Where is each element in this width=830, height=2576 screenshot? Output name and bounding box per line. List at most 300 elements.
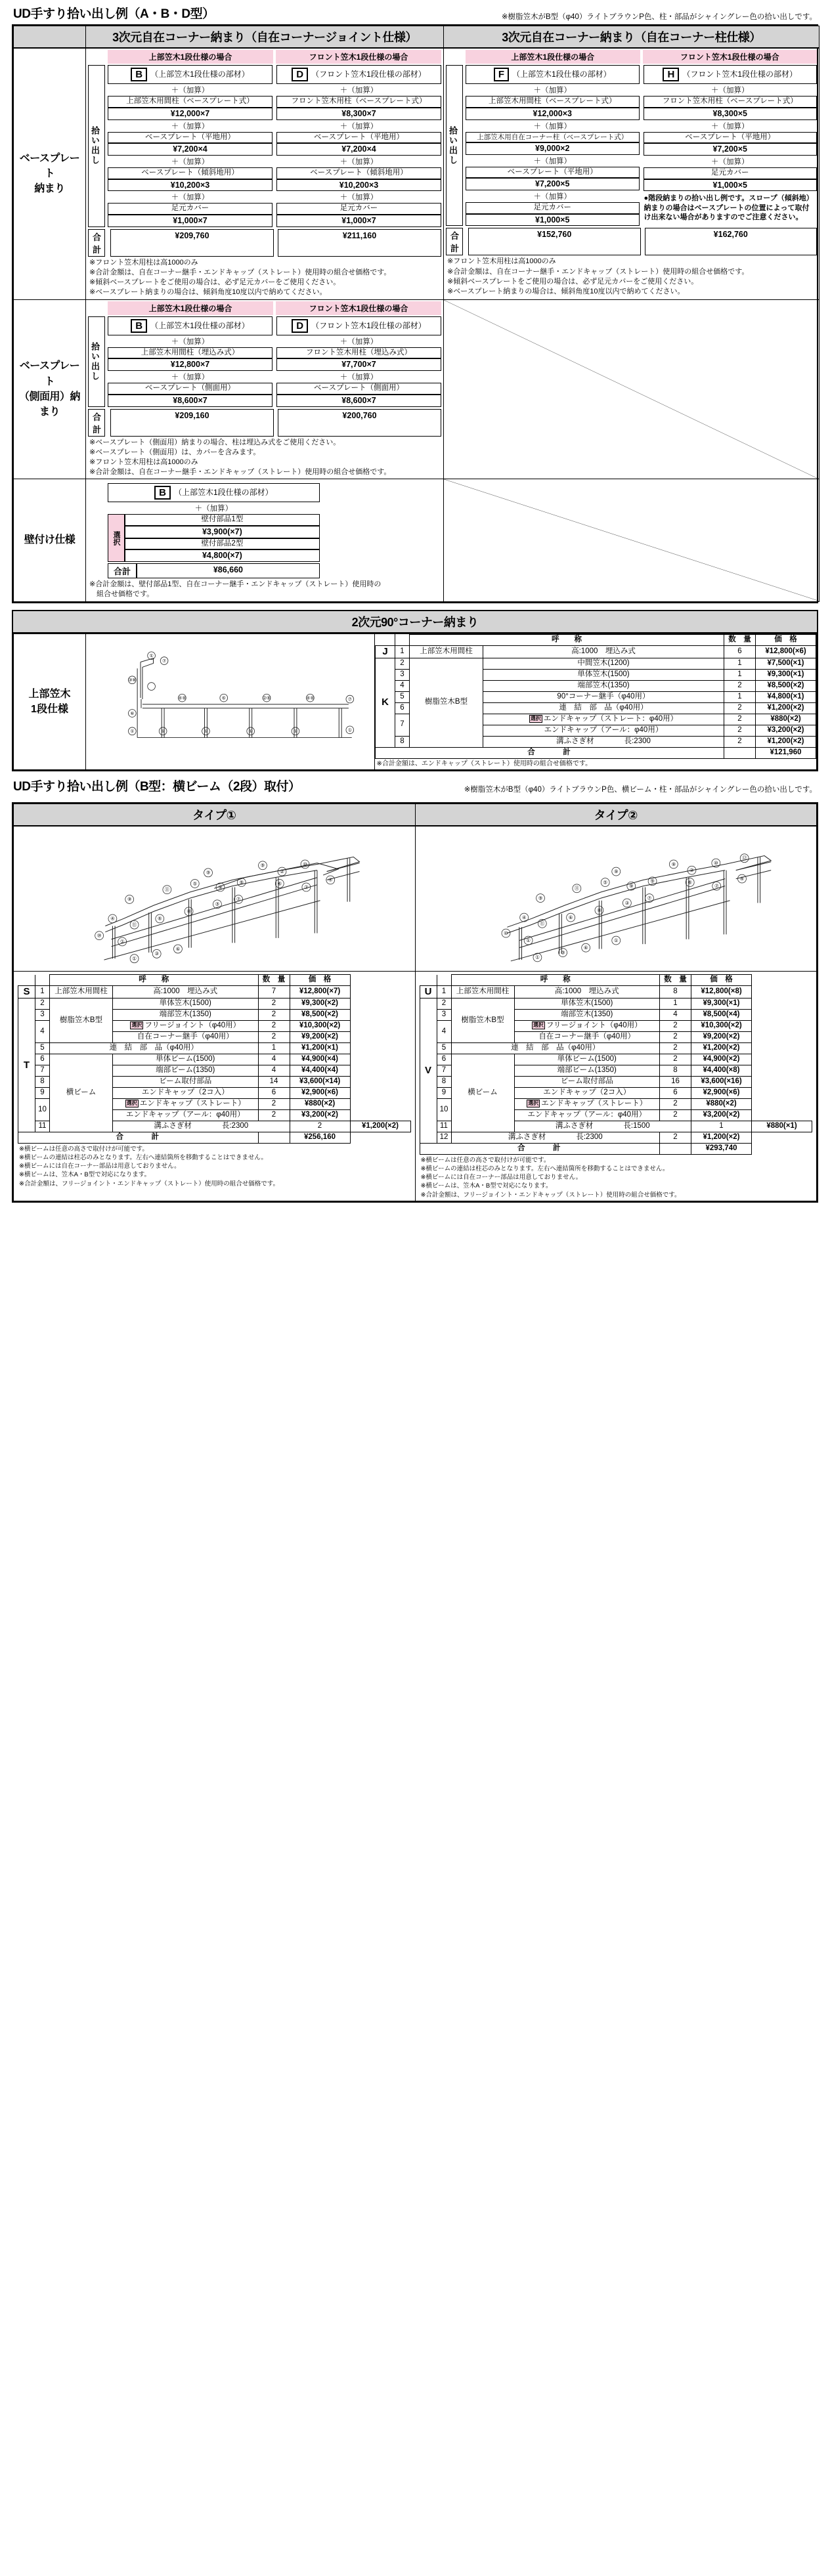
row-spec-K7-text: エンドキャップ（ストレート：φ40用） xyxy=(543,714,678,723)
block-D2 xyxy=(276,316,441,407)
block-B-code-row xyxy=(108,65,273,84)
row-qty-T2: 2 xyxy=(258,998,290,1010)
item-F-4-price: ¥1,000×5 xyxy=(466,214,640,226)
row-name-U1: 上部笠木用間柱 xyxy=(451,986,514,998)
row-qty-V11: 1 xyxy=(691,1121,752,1132)
item-D-3-name: ベースプレート（傾斜地用） xyxy=(276,167,441,179)
svg-text:①: ① xyxy=(120,938,125,945)
row-no-K2: 2 xyxy=(395,658,410,669)
row-qty-K7b: 2 xyxy=(724,725,756,736)
item-F-1-name: 上部笠木用間柱（ベースプレート式） xyxy=(466,96,640,108)
note-br-1: ※フロント笠木用柱は高1000のみ xyxy=(447,257,556,266)
svg-text:②: ② xyxy=(689,867,694,874)
note-wm-1: ※合計金額は、壁付部品1型、自在コーナー継手・エンドキャップ（ストレート）使用時の xyxy=(89,580,382,589)
row-no-T3: 3 xyxy=(35,1010,50,1021)
type2-header-qty: 数 量 xyxy=(660,975,691,986)
note-bl-1: ※フロント笠木用柱は高1000のみ xyxy=(89,258,198,267)
row-spec-V9: エンドキャップ（2コ入） xyxy=(514,1088,660,1099)
svg-text:③: ③ xyxy=(215,901,220,907)
row-spec-T10-text: エンドキャップ（ストレート） xyxy=(139,1100,246,1108)
svg-text:⑥: ⑥ xyxy=(583,945,588,951)
code-text-F: （上部笠木1段仕様の部材） xyxy=(512,69,611,79)
note-br-3: ※傾斜ベースプレートをご使用の場合は、必ず足元カバーをご使用ください。 xyxy=(447,277,699,286)
total-label-right: 合計 xyxy=(446,228,463,255)
corner-blank xyxy=(14,26,86,49)
row-price-V11: ¥880(×1) xyxy=(752,1121,812,1132)
total-B3: ¥86,660 xyxy=(137,563,320,578)
row-qty-V2: 1 xyxy=(660,998,691,1010)
row-qty-U1: 8 xyxy=(660,986,691,998)
total-D2: ¥200,760 xyxy=(278,409,441,437)
plus-B-4: ＋（加算） xyxy=(171,194,209,202)
row-price-K4: ¥8,500(×2) xyxy=(756,680,816,691)
code-text-B3: （上部笠木1段仕様の部材） xyxy=(173,488,273,498)
code-badge-D: D xyxy=(292,68,308,81)
row-spec-K7 xyxy=(483,714,724,725)
row-no-V5: 5 xyxy=(437,1043,451,1054)
total-label-left: 合計 xyxy=(88,229,105,257)
svg-text:⑦: ⑦ xyxy=(347,697,352,702)
plus-D-2: ＋（加算） xyxy=(339,122,378,131)
row-label-sidebaseplate xyxy=(14,299,86,479)
item-H-2-price: ¥7,200×5 xyxy=(644,143,818,156)
row-no-K5: 5 xyxy=(395,691,410,702)
svg-text:⑧: ⑧ xyxy=(596,907,601,913)
section2-left-label xyxy=(14,633,86,770)
row-spec-K8: 溝ふさぎ材 長:2300 xyxy=(483,736,724,747)
row-qty-K2: 1 xyxy=(724,658,756,669)
pickup-vlabel-right-text: 拾い出し xyxy=(448,125,458,165)
item-F-3-price: ¥7,200×5 xyxy=(466,178,640,190)
item-D2-2-name: ベースプレート（側面用） xyxy=(276,383,441,395)
type1-note-1: ※横ビームは任意の高さで取付けが可能です。 xyxy=(19,1146,148,1153)
plus-H-3: ＋（加算） xyxy=(711,158,749,167)
row-qty-J1: 6 xyxy=(724,645,756,658)
row-spec-T6: 単体ビーム(1500) xyxy=(113,1054,259,1065)
row-qty-T8: 14 xyxy=(258,1077,290,1088)
plus-D-3: ＋（加算） xyxy=(339,158,378,167)
item-B2-2-name: ベースプレート（側面用） xyxy=(108,383,273,395)
type1-header-name: 呼 称 xyxy=(50,975,259,986)
item-D2-1-name: フロント笠木用柱（埋込み式） xyxy=(276,347,441,359)
row-spec-V7: 端部ビーム(1350) xyxy=(514,1065,660,1077)
total-label-r3: 合計 xyxy=(108,563,137,578)
row-no-S1: 1 xyxy=(35,986,50,998)
row-no-V11: 11 xyxy=(437,1121,451,1132)
row-qty-K8: 2 xyxy=(724,736,756,747)
note-sb-4: ※合計金額は、自在コーナー継手・エンドキャップ（ストレート）使用時の組合せ価格です。 xyxy=(89,468,391,477)
row-price-T4: ¥10,300(×2) xyxy=(290,1021,350,1032)
svg-text:⑨: ⑨ xyxy=(538,895,542,901)
type1-notes xyxy=(18,1144,411,1188)
section2-header-name: 呼 称 xyxy=(410,634,724,645)
row-price-K3: ¥9,300(×1) xyxy=(756,669,816,680)
row-name-T-beam: 横ビーム xyxy=(50,1054,113,1132)
callout-slope: ●階段納まりの拾い出し例です。スロープ（傾斜地）納まりの場合はベースプレートの位置によって取付け出来ない場合がありますのでご注意ください。 xyxy=(644,194,814,222)
note-sb-3: ※フロント笠木用柱は高1000のみ xyxy=(89,458,198,466)
row-price-T6: ¥4,900(×4) xyxy=(290,1054,350,1065)
svg-text:⑨: ⑨ xyxy=(628,883,634,890)
note-bl-2: ※合計金額は、自在コーナー継手・エンドキャップ（ストレート）使用時の組合せ価格です。 xyxy=(89,268,391,276)
row-price-V12: ¥1,200(×2) xyxy=(691,1132,752,1144)
svg-text:⑦: ⑦ xyxy=(236,896,241,903)
section2-table xyxy=(12,610,818,772)
pickup-vlabel-left xyxy=(88,65,105,227)
row-spec-V4 xyxy=(514,1021,660,1032)
row-spec-J1: 高:1000 埋込み式 xyxy=(483,645,724,658)
code-text-D2: （フロント笠木1段仕様の部材） xyxy=(311,320,426,330)
plus-F-3: ＋（加算） xyxy=(533,157,571,165)
row-price-K7b: ¥3,200(×2) xyxy=(756,725,816,736)
svg-text:⑦: ⑦ xyxy=(714,883,719,890)
select-vertical-label: 選択 xyxy=(112,530,120,546)
note-br-2: ※合計金額は、自在コーナー継手・エンドキャップ（ストレート）使用時の組合せ価格です。 xyxy=(447,267,749,276)
plus-B2-1: ＋（加算） xyxy=(171,337,209,346)
row-spec-V4-text: フリージョイント（φ40用） xyxy=(546,1021,642,1030)
item-B3-1-price: ¥3,900(×7) xyxy=(125,526,320,538)
row-price-T7: ¥4,400(×4) xyxy=(290,1065,350,1077)
svg-text:③: ③ xyxy=(560,949,565,956)
row-no-T7: 7 xyxy=(35,1065,50,1077)
row-name-S1: 上部笠木用間柱 xyxy=(50,986,113,998)
svg-text:⑦: ⑦ xyxy=(162,659,167,664)
svg-text:⑫: ⑫ xyxy=(741,855,747,861)
row-spec-T4-text: フリージョイント（φ40用） xyxy=(144,1021,241,1030)
plus-D-4: ＋（加算） xyxy=(339,194,378,202)
code-text-H: （フロント笠木1段仕様の部材） xyxy=(682,69,798,79)
row-price-J1: ¥12,800(×6) xyxy=(756,645,816,658)
plus-H-2: ＋（加算） xyxy=(711,122,749,131)
svg-text:④: ④ xyxy=(521,914,526,920)
row-price-V6: ¥4,900(×2) xyxy=(691,1054,752,1065)
row-spec-T2: 単体笠木(1500) xyxy=(113,998,259,1010)
section1-colheader-1: 3次元自在コーナー納まり（自在コーナー柱仕様） xyxy=(444,26,819,49)
note-bl-4: ※ベースプレート納まりの場合は、傾斜角度10度以内で納めてください。 xyxy=(89,288,327,297)
row-price-T10: ¥880(×2) xyxy=(290,1099,350,1110)
item-F-2-name: 上部笠木用自在コーナー柱（ベースプレート式） xyxy=(466,132,640,142)
row-price-T10b: ¥3,200(×2) xyxy=(290,1110,350,1121)
row-no-V6: 6 xyxy=(437,1054,451,1065)
sidebaseplate-group xyxy=(86,299,444,479)
row-qty-V10b: 2 xyxy=(660,1110,691,1121)
row-qty-K4: 2 xyxy=(724,680,756,691)
item-H-1-name: フロント笠木用柱（ベースプレート式） xyxy=(644,96,818,108)
row-qty-T10: 2 xyxy=(258,1099,290,1110)
item-D-4-name: 足元カバー xyxy=(276,203,441,215)
row-no-K4: 4 xyxy=(395,680,410,691)
type1-note-5: ※合計金額は、フリージョイント・エンドキャップ（ストレート）使用時の組合せ価格です。 xyxy=(19,1180,279,1188)
row-no-V7: 7 xyxy=(437,1065,451,1077)
svg-text:①: ① xyxy=(525,937,531,943)
section2-total-label: 合 計 xyxy=(376,747,724,758)
row-price-T11: ¥1,200(×2) xyxy=(350,1121,410,1132)
notes-baseplate-right xyxy=(446,255,817,297)
item-D2-2-price: ¥8,600×7 xyxy=(276,395,441,407)
type1-note-4: ※横ビームは、笠木A・B型で対応になります。 xyxy=(19,1171,150,1179)
block-B xyxy=(108,65,273,227)
row-spec-V8: ビーム取付部品 xyxy=(514,1077,660,1088)
row-qty-T4: 2 xyxy=(258,1021,290,1032)
row-label-side-l2: （側面用）納まり xyxy=(18,391,80,418)
item-H-2-name: ベースプレート（平地用） xyxy=(644,132,818,144)
type2-cell xyxy=(415,826,817,972)
row-no-V4: 4 xyxy=(437,1021,451,1043)
row-price-T4b: ¥9,200(×2) xyxy=(290,1032,350,1043)
row-price-K5: ¥4,800(×1) xyxy=(756,691,816,702)
row-price-T2: ¥9,300(×2) xyxy=(290,998,350,1010)
row-spec-T4b: 自在コーナー継手（φ40用） xyxy=(113,1032,259,1043)
type1-note-2: ※横ビームの連結は柱芯のみとなります。左右へ連結箇所を移動することはできません。 xyxy=(19,1154,267,1162)
row-no-J1: 1 xyxy=(395,645,410,658)
row-label-wall-l1: 壁付け仕様 xyxy=(24,534,76,546)
block-B2 xyxy=(108,316,273,407)
section3-table xyxy=(12,802,818,1203)
row-price-K7: ¥880(×2) xyxy=(756,714,816,725)
row-spec-V3: 端部笠木(1350) xyxy=(514,1010,660,1021)
block-F xyxy=(466,65,640,226)
subheader-r2-0: 上部笠木1段仕様の場合 xyxy=(108,301,273,315)
wallmount-group xyxy=(86,479,444,601)
section2-total-value: ¥121,960 xyxy=(756,747,816,758)
section2-note: ※合計金額は、エンドキャップ（ストレート）使用時の組合せ価格です。 xyxy=(376,760,592,768)
row-price-K6: ¥1,200(×2) xyxy=(756,702,816,714)
section2-left-label-l1: 上部笠木 xyxy=(28,688,71,700)
svg-text:⑪: ⑪ xyxy=(574,885,579,891)
block-B3-code-row xyxy=(108,483,320,502)
total-label-r2: 合計 xyxy=(88,409,105,437)
row-qty-V8: 16 xyxy=(660,1077,691,1088)
subheader-0: 上部笠木1段仕様の場合 xyxy=(108,50,273,64)
group-code-K: K xyxy=(376,658,395,747)
row-qty-V9: 6 xyxy=(660,1088,691,1099)
svg-text:⑨: ⑨ xyxy=(206,869,211,876)
svg-text:⑩: ⑩ xyxy=(713,860,718,867)
svg-text:④⑧: ④⑧ xyxy=(306,696,315,701)
section1-note: ※樹脂笠木がB型（φ40）ライトブラウンP色、柱・部品がシャイングレー色の拾い出しです。 xyxy=(501,13,817,21)
row-spec-U1: 高:1000 埋込み式 xyxy=(514,986,660,998)
svg-text:⑨: ⑨ xyxy=(218,884,223,890)
section2-header: 2次元90°コーナー納まり xyxy=(13,611,817,633)
item-F-1-price: ¥12,000×3 xyxy=(466,108,640,120)
row-price-T9: ¥2,900(×6) xyxy=(290,1088,350,1099)
type2-note-3: ※横ビームには自在コーナー部品は用意しておりません。 xyxy=(420,1174,582,1182)
type2-note-5: ※合計金額は、フリージョイント・エンドキャップ（ストレート）使用時の組合せ価格です。 xyxy=(420,1191,681,1199)
svg-text:④: ④ xyxy=(739,875,744,882)
row-spec-T8: ビーム取付部品 xyxy=(113,1077,259,1088)
item-D-1-price: ¥8,300×7 xyxy=(276,108,441,120)
row-price-K2: ¥7,500(×1) xyxy=(756,658,816,669)
row-qty-T5: 1 xyxy=(258,1043,290,1054)
section2-left-label-l2: 1段仕様 xyxy=(31,703,68,715)
row-spec-V4b: 自在コーナー継手（φ40用） xyxy=(514,1032,660,1043)
svg-text:③: ③ xyxy=(154,951,159,957)
row-price-V3: ¥8,500(×4) xyxy=(691,1010,752,1021)
row-price-V2: ¥9,300(×1) xyxy=(691,998,752,1010)
section1-title: UD手すり拾い出し例（A・B・D型） xyxy=(13,7,215,21)
row-qty-S1: 7 xyxy=(258,986,290,998)
type2-note-1: ※横ビームは任意の高さで取付けが可能です。 xyxy=(420,1157,550,1165)
row-price-V5: ¥1,200(×2) xyxy=(691,1043,752,1054)
select-badge-K7: 選択 xyxy=(530,715,541,721)
group-code-T: T xyxy=(18,998,35,1132)
svg-text:①: ① xyxy=(535,954,540,960)
row-no-T9: 9 xyxy=(35,1088,50,1099)
svg-text:⑩: ⑩ xyxy=(503,930,508,936)
section2-header-qty: 数 量 xyxy=(724,634,756,645)
row-spec-K7b: エンドキャップ（アール：φ40用） xyxy=(483,725,724,736)
svg-text:①: ① xyxy=(161,729,165,735)
group-code-J: J xyxy=(376,645,395,658)
svg-text:⑨: ⑨ xyxy=(260,862,265,869)
plus-F-1: ＋（加算） xyxy=(533,87,571,95)
note-wm-2: 組合せ価格です。 xyxy=(89,590,154,599)
type1-header-qty: 数 量 xyxy=(258,975,290,986)
type2-note-4: ※横ビームは、笠木A・B型で対応になります。 xyxy=(420,1182,552,1190)
group-code-U: U xyxy=(420,986,437,998)
pickup-vlabel-r2-text: 拾い出し xyxy=(90,341,100,381)
item-B2-2-price: ¥8,600×7 xyxy=(108,395,273,407)
type1-spec-cell xyxy=(14,972,416,1201)
row-price-V10b: ¥3,200(×2) xyxy=(691,1110,752,1121)
item-D2-1-price: ¥7,700×7 xyxy=(276,358,441,371)
section3-note: ※樹脂笠木がB型（φ40）ライトブラウンP色、横ビーム・柱・部品がシャイングレー色の拾い出しです。 xyxy=(464,786,817,794)
plus-B-1: ＋（加算） xyxy=(171,87,209,95)
svg-text:①: ① xyxy=(613,937,619,943)
svg-text:①: ① xyxy=(204,729,208,735)
block-B2-code-row xyxy=(108,316,273,335)
plus-B-2: ＋（加算） xyxy=(171,122,209,131)
row-no-T2: 2 xyxy=(35,998,50,1010)
svg-text:⑦: ⑦ xyxy=(647,895,651,901)
row-spec-S1: 高:1000 埋込み式 xyxy=(113,986,259,998)
svg-text:③: ③ xyxy=(624,899,629,906)
empty-diagonal-r3 xyxy=(444,479,819,601)
section1-table xyxy=(12,24,818,603)
type1-header-price: 価 格 xyxy=(290,975,350,986)
svg-text:⑪: ⑪ xyxy=(131,922,137,928)
item-B2-1-price: ¥12,800×7 xyxy=(108,358,273,371)
row-qty-V6: 2 xyxy=(660,1054,691,1065)
row-price-V8: ¥3,600(×16) xyxy=(691,1077,752,1088)
svg-text:⑪: ⑪ xyxy=(539,920,544,927)
row-no-T6: 6 xyxy=(35,1054,50,1065)
row-no-V12: 12 xyxy=(437,1132,451,1144)
note-sb-2: ※ベースプレート（側面用）は、カバーを含みます。 xyxy=(89,448,261,456)
svg-text:⑩: ⑩ xyxy=(303,861,307,867)
svg-text:⑤: ⑤ xyxy=(192,880,198,887)
code-badge-F: F xyxy=(494,68,509,81)
row-qty-V4: 2 xyxy=(660,1021,691,1032)
svg-text:④: ④ xyxy=(328,876,333,883)
code-text-B2: （上部笠木1段仕様の部材） xyxy=(150,320,250,330)
code-text-D: （フロント笠木1段仕様の部材） xyxy=(311,69,426,79)
section2-header-price: 価 格 xyxy=(756,634,816,645)
row-qty-V3: 4 xyxy=(660,1010,691,1021)
type2-total-label: 合 計 xyxy=(420,1144,660,1155)
section2-illustration xyxy=(86,633,375,770)
row-name-K: 樹脂笠木B型 xyxy=(410,658,483,747)
row-price-K8: ¥1,200(×2) xyxy=(756,736,816,747)
code-badge-H: H xyxy=(663,68,679,81)
row-price-V4: ¥10,300(×2) xyxy=(691,1021,752,1032)
row-spec-V10b: エンドキャップ（アール：φ40用） xyxy=(514,1110,660,1121)
svg-text:⑥: ⑥ xyxy=(175,945,181,952)
subheader-r2-1: フロント笠木1段仕様の場合 xyxy=(276,301,441,315)
row-spec-V2: 単体笠木(1500) xyxy=(514,998,660,1010)
item-H-1-price: ¥8,300×5 xyxy=(644,108,818,120)
item-F-2-price: ¥9,000×2 xyxy=(466,142,640,155)
row-spec-V12: 溝ふさぎ材 長:2300 xyxy=(451,1132,660,1144)
row-price-T8: ¥3,600(×14) xyxy=(290,1077,350,1088)
svg-text:①: ① xyxy=(132,955,137,962)
row-spec-T10 xyxy=(113,1099,259,1110)
row-no-V10: 10 xyxy=(437,1099,451,1121)
row-qty-K6: 2 xyxy=(724,702,756,714)
row-no-T11: 11 xyxy=(35,1121,50,1132)
total-D: ¥211,160 xyxy=(278,229,441,257)
row-price-S1: ¥12,800(×7) xyxy=(290,986,350,998)
item-D-2-price: ¥7,200×4 xyxy=(276,143,441,156)
row-qty-V7: 8 xyxy=(660,1065,691,1077)
row-spec-T10b: エンドキャップ（アール：φ40用） xyxy=(113,1110,259,1121)
row-spec-T7: 端部ビーム(1350) xyxy=(113,1065,259,1077)
svg-text:⑥: ⑥ xyxy=(277,880,282,887)
svg-text:⑨: ⑨ xyxy=(127,896,132,903)
item-B3-1-name: 壁付部品1型 xyxy=(125,514,320,526)
type2-spec-cell xyxy=(415,972,817,1201)
row-no-K7: 7 xyxy=(395,714,410,736)
plus-B-3: ＋（加算） xyxy=(171,158,209,167)
row-name-V-beam: 横ビーム xyxy=(451,1054,514,1132)
item-B3-2-price: ¥4,800(×7) xyxy=(125,549,320,562)
row-qty-V12: 2 xyxy=(660,1132,691,1144)
item-B2-1-name: 上部笠木用間柱（埋込み式） xyxy=(108,347,273,359)
row-label-side-l1: ベースプレート xyxy=(19,360,80,387)
svg-text:⑥: ⑥ xyxy=(568,914,573,920)
item-H-3-name: 足元カバー xyxy=(644,167,818,179)
row-label-baseplate-l2: 納まり xyxy=(34,183,65,195)
item-B-1-name: 上部笠木用間柱（ベースプレート式） xyxy=(108,96,273,108)
select-badge-T10: 選択 xyxy=(126,1100,137,1107)
svg-text:⑧: ⑧ xyxy=(186,908,191,914)
plus-B2-2: ＋（加算） xyxy=(171,374,209,382)
item-F-3-name: ベースプレート（平地用） xyxy=(466,167,640,179)
code-badge-D2: D xyxy=(292,319,308,333)
section1-colheader-0: 3次元自在コーナー納まり（自在コーナージョイント仕様） xyxy=(86,26,444,49)
pickup-vlabel-r2 xyxy=(88,316,105,407)
subheader-2: 上部笠木1段仕様の場合 xyxy=(466,50,640,64)
notes-baseplate-left xyxy=(88,257,441,298)
item-B-2-name: ベースプレート（平地用） xyxy=(108,132,273,144)
svg-text:⑦: ⑦ xyxy=(304,884,309,890)
group-code-V: V xyxy=(420,998,437,1144)
svg-text:②: ② xyxy=(280,868,284,874)
row-qty-T10b: 2 xyxy=(258,1110,290,1121)
baseplate-post-group xyxy=(444,48,819,299)
row-spec-V11: 溝ふさぎ材 長:1500 xyxy=(514,1121,691,1132)
row-qty-T9: 6 xyxy=(258,1088,290,1099)
row-qty-T3: 2 xyxy=(258,1010,290,1021)
row-spec-T3: 端部笠木(1350) xyxy=(113,1010,259,1021)
section3-title: UD手すり拾い出し例（B型：横ビーム（2段）取付） xyxy=(13,780,301,794)
svg-text:④⑧: ④⑧ xyxy=(178,696,186,701)
svg-text:⑥: ⑥ xyxy=(157,915,162,922)
plus-D2-1: ＋（加算） xyxy=(339,337,378,346)
select-badge-V10: 選択 xyxy=(528,1100,539,1107)
svg-text:⑥: ⑥ xyxy=(221,696,226,701)
row-label-baseplate-l1: ベースプレート xyxy=(19,152,80,180)
row-no-V2: 2 xyxy=(437,998,451,1010)
